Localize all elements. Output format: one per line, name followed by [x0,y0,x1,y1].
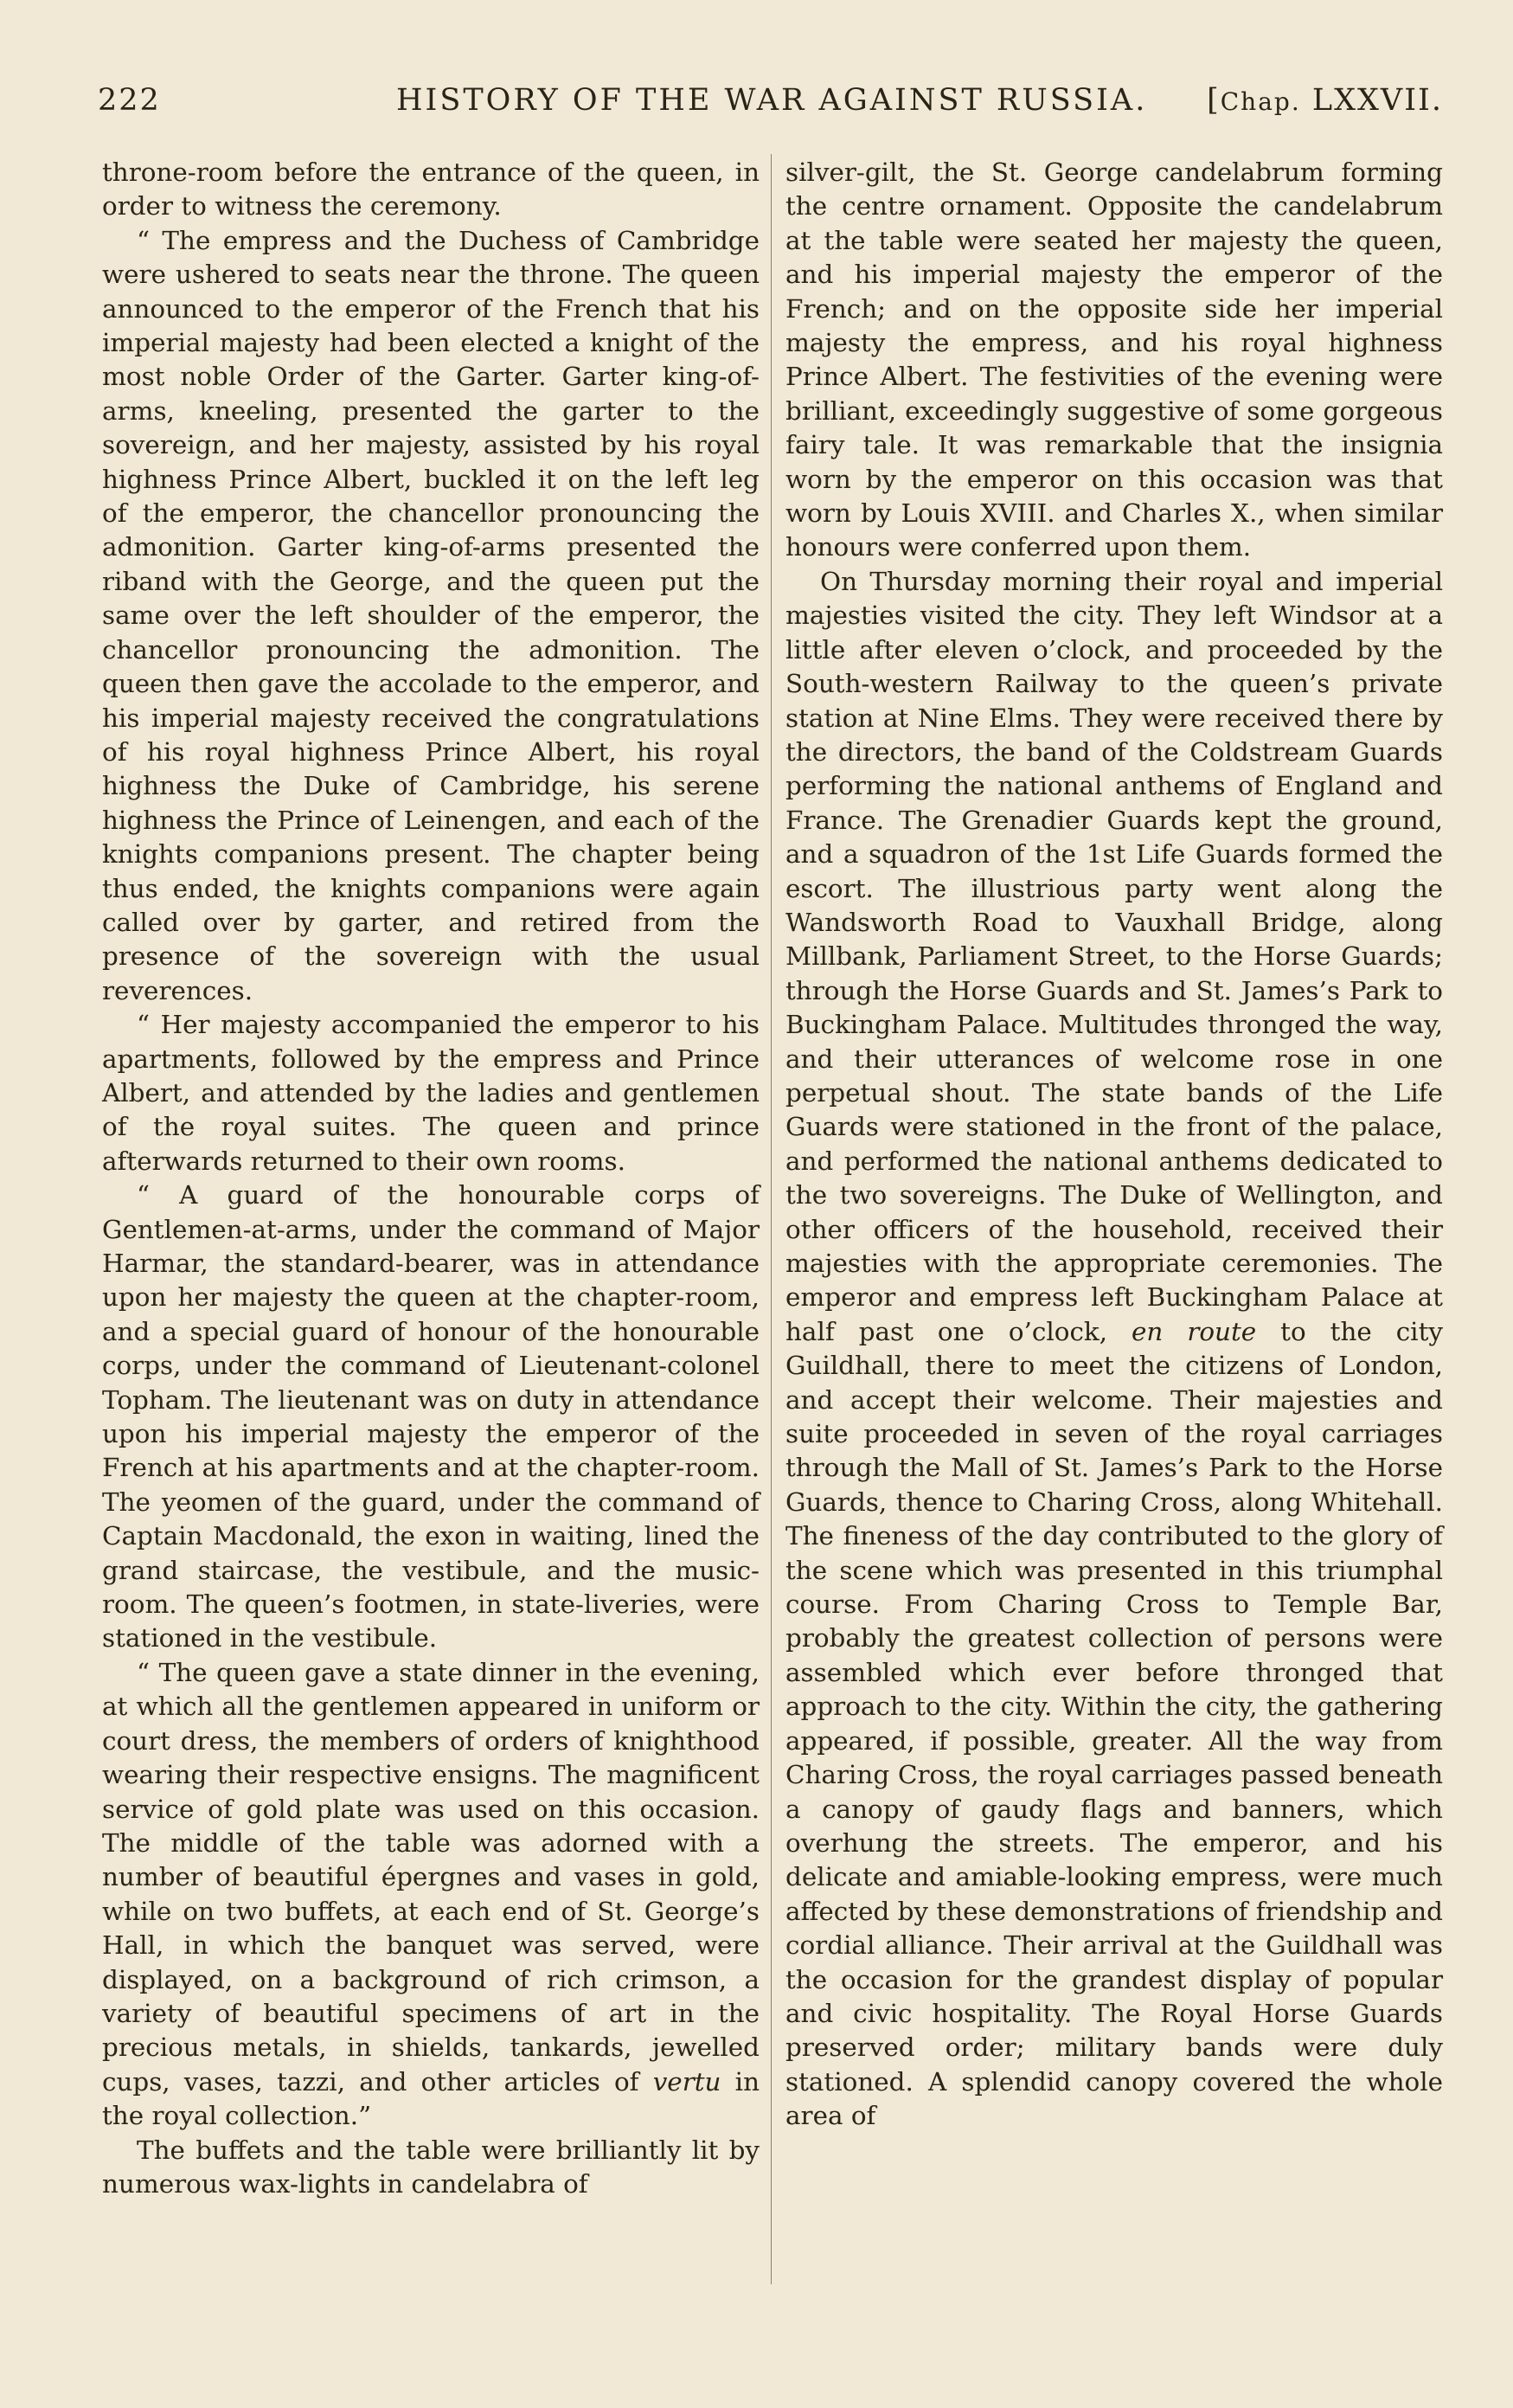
running-header [98,83,1443,135]
right-paragraph-2-text-a: On Thursday morning their royal and imperial majesties visited the city. They left Windsor at a little after eleven o’clock, and proceeded by the South-western Railway to the queen’s private station at Nine Elms. They were received there by the directors, the band of the Coldstream Guards performing the national anthems of England and France. The Grenadier Guards kept the ground, and a squadron of the 1st Life Guards formed the escort. The illustrious party went along the Wandsworth Road to Vauxhall Bridge, along Millbank, Parliament Street, to the Horse Guards; through the Horse Guards and St. James’s Park to Buckingham Palace. Multitudes thronged the way, and their utterances of welcome rose in one perpetual shout. The state bands of the Life Guards were stationed in the front of the palace, and performed the national anthems dedicated to the two sovereigns. The Duke of Wellington, and other officers of the household, received their majesties with the appropriate ceremonies. The emperor and empress left Buckingham Palace at half past one o’clock, [785,566,1443,1346]
left-paragraph-5-text-b: in the royal collection.” [102,2066,760,2131]
left-column [102,156,760,2201]
right-paragraph-2 [785,565,1443,2134]
running-title: HISTORY OF THE WAR AGAINST RUSSIA. [396,83,1148,118]
column-divider [771,154,772,2284]
right-paragraph-2-italic: en route [1132,1316,1257,1346]
right-column [785,156,1443,2134]
left-paragraph-5-italic: vertu [652,2066,721,2097]
left-paragraph-5-text-a: “ The queen gave a state dinner in the evening, at which all the gentlemen appeared in uniform or court dress, the members of orders of knighthood wearing their respective ensigns. The magnificent service of gold plate was used on this occasion. The middle of the table was adorned with a number of beautiful épergnes and vases in gold, while on two buffets, at each end of St. George’s Hall, in which the banquet was served, were displayed, on a background of rich crimson, a variety of beautiful specimens of art in the precious metals, in shields, tankards, jewelled cups, vases, tazzi, and other articles of [102,1657,760,2097]
left-paragraph-4: “ A guard of the honourable corps of Gentlemen-at-arms, under the command of Major Harmar, the standard-bearer, was in attendance upon her majesty the queen at the chapter-room, and a special guard of honour of the honourable corps, under the command of Lieutenant-colonel Topham. The lieutenant was on duty in attendance upon his imperial majesty the emperor of the French at his apartments and at the chapter-room. The yeomen of the guard, under the command of Captain Macdonald, the exon in waiting, lined the grand staircase, the vestibule, and the music-room. The queen’s footmen, in state-liveries, were stationed in the vestibule. [102,1180,760,1653]
chapter-bracket: [ [1207,83,1221,118]
left-paragraph-1: throne-room before the entrance of the queen, in order to witness the ceremony. [102,157,760,222]
left-paragraph-5 [102,1656,760,2134]
left-paragraph-6: The buffets and the table were brilliantly lit by numerous wax-lights in candelabra of [102,2135,760,2199]
chapter-reference [1207,83,1443,118]
chapter-label: Chap. [1220,87,1301,116]
right-paragraph-1: silver-gilt, the St. George candelabrum forming the centre ornament. Opposite the candelabrum at the table were seated her majesty the queen, and his imperial majesty the emperor of the French; and on the opposite side her imperial majesty the empress, and his royal highness Prince Albert. The festivities of the evening were brilliant, exceedingly suggestive of some gorgeous fairy tale. It was remarkable that the insignia worn by the emperor on this occasion was that worn by Louis XVIII. and Charles X., when similar honours were conferred upon them. [785,157,1443,562]
right-paragraph-2-text-b: to the city Guildhall, there to meet the citizens of London, and accept their welcome. Their majesties and suite proceeded in seven of the royal carriages through the Mall of St. James’s Park to the Horse Guards, thence to Charing Cross, along Whitehall. The fineness of the day contributed to the glory of the scene which was presented in this triumphal course. From Charing Cross to Temple Bar, probably the greatest collection of persons were assembled which ever before thronged that approach to the city. Within the city, the gathering appeared, if possible, greater. All the way from Charing Cross, the royal carriages passed beneath a canopy of gaudy flags and banners, which overhung the streets. The emperor, and his delicate and amiable-looking empress, were much affected by these demonstrations of friendship and cordial alliance. Their arrival at the Guildhall was the occasion for the grandest display of popular and civic hospitality. The Royal Horse Guards preserved order; military bands were duly stationed. A splendid canopy covered the whole area of [785,1316,1443,2131]
left-paragraph-2: “ The empress and the Duchess of Cambridge were ushered to seats near the throne. The queen announced to the emperor of the French that his imperial majesty had been elected a knight of the most noble Order of the Garter. Garter king-of-arms, kneeling, presented the garter to the sovereign, and her majesty, assisted by his royal highness Prince Albert, buckled it on the left leg of the emperor, the chancellor pronouncing the admonition. Garter king-of-arms presented the riband with the George, and the queen put the same over the left shoulder of the emperor, the chancellor pronouncing the admonition. The queen then gave the accolade to the emperor, and his imperial majesty received the congratulations of his royal highness Prince Albert, his royal highness the Duke of Cambridge, his serene highness the Prince of Leinengen, and each of the knights companions present. The chapter being thus ended, the knights companions were again called over by garter, and retired from the presence of the sovereign with the usual reverences. [102,225,760,1005]
page-number: 222 [98,83,161,118]
left-paragraph-3: “ Her majesty accompanied the emperor to his apartments, followed by the empress and Prince Albert, and attended by the ladies and gentlemen of the royal suites. The queen and prince afterwards returned to their own rooms. [102,1010,760,1176]
chapter-number: LXXVII. [1300,83,1443,118]
